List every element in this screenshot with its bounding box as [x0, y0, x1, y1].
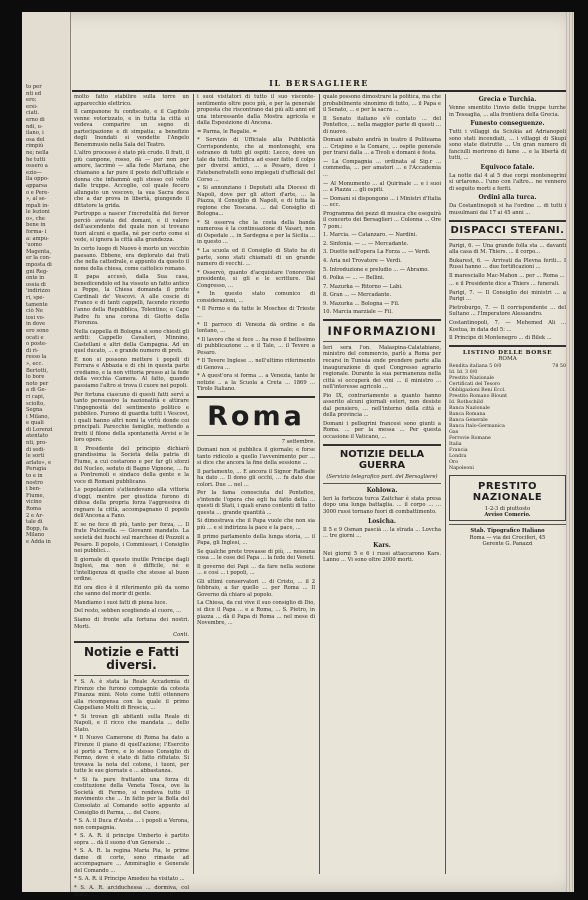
strip-fragment: ndi, u-: [26, 123, 43, 130]
strip-fragment: nostro: [26, 479, 43, 486]
article-paragraph: quale possono dimostrare la politica, ma che probabilmente sinonimo di tutto, ... il Papa e il Senato, ... e per la sacra ...: [323, 94, 441, 114]
strip-fragment: onte in: [26, 275, 45, 282]
news-item: * Il Nuovo Camerone di Roma ha dato a Firenze il piano di quell'azione; l'Esercito si portò a Torre, e lo stesso Consiglio di Fermo, dove è stato di fatto rifiutato. Si trovava la nota del cotone, i tuoni, per tutte le sue giornate e ... abbastanza.: [74, 735, 189, 775]
section-rule: [323, 444, 441, 446]
strip-fragment: Magenta,: [26, 248, 51, 255]
section-rule: [197, 396, 315, 398]
fatti-diversi-title: Notizie e Fatti diversi.: [83, 645, 180, 673]
column-1: [74, 94, 189, 898]
quote-row: [449, 466, 566, 472]
news-item: = Parma, le Regalie. =: [197, 128, 257, 135]
article-paragraph: Il papa accusò, dalla Sua casa, benedicendolo ed ha vissuto un fatto antico a Poppe, la Chiesa domanda il prete Cardinali de' Vescovi. A alle coscie di Franco e di tanti cappelli, facendo ricordo l'anno della Repubblica, Tolentino; e Capo Padre fu una corona di Giotto della Fiorenza.: [74, 274, 189, 327]
strip-fragment: ilano, i: [26, 130, 44, 137]
news-item: * S. A. è stata la Reale Accademia di Firenze che furono compagnie da cotesta Finanza mini. Noto come tutti ottennero alla ricompensa con la quale il primo Cappellano Molti di Brescia, ...: [74, 679, 189, 712]
strip-fragment: lla oppo-: [26, 176, 49, 183]
quote-name: Banca Generale: [449, 417, 488, 423]
article-paragraph: Per fortuna ciascuno di questi fatti servì a tanto persuasivo la nazionalità e attirare l'ingegnosità del sentimento politico e pubblico. Furono di guardia tutti i Vescovi, i quali hanno altri nomi la virtù donde coi principali. Parecchie famiglie, mettendo a frutti il filone della spontaneità Avvisi e le loro opere.: [74, 391, 189, 444]
article-paragraph: Nella cappella di Bologna si sono chiesti gli arditi: Cappello Cavalieri, Minnino, Castellani e altri della Campagna. Ad un quel ducato, ... e grande numero di preti.: [74, 328, 189, 355]
strip-fragment: ero sono: [26, 327, 49, 334]
quote-name: Id. Rothschild: [449, 399, 483, 405]
newspaper-page: [22, 12, 574, 898]
strip-fragment: a: ampu-: [26, 235, 49, 242]
dispatch-item: Parigi, 6. — Una grande folla sta ... davanti alla casa di M. Thiers. ... il corpo...: [449, 242, 566, 256]
prestito-line-1: 1-2-3 di piuttosto: [484, 505, 531, 512]
section-rule: [449, 239, 566, 240]
article-paragraph: — Domani si dispongono ... i Ministri d'Italia ... ecc.: [323, 195, 441, 209]
quote-name: Banca Italo-Germanica: [449, 423, 505, 429]
strip-fragment: ossia di: [26, 281, 46, 288]
column-3: [323, 94, 441, 874]
grecia-text: Venne smentito l'invio delle truppe turche in Tessaglia, ... alla frontiera della Grecia.: [449, 105, 566, 118]
quote-name: Id. Id. 3 0/0: [449, 369, 478, 375]
program-item: 8. Gran ... — Mercadante.: [323, 292, 392, 299]
war-news-text: Nei giorni 5 e 6 i russi attaccarono Kars. Lanno ... Vi sono oltre 2000 morti.: [323, 550, 441, 564]
strip-fragment: to per: [26, 84, 42, 90]
strip-fragment: o», che: [26, 215, 45, 222]
news-item: * Servizio di Ufficiale alla Pubblicità Corrispondente, che ai montoneghi, era estraneo di tutti gli ospiti: Lecco, dove un tale da tutti. Rettifica ad esser fatto il colpo per diversi amici, ... a Pesaro, dove i Fatebenefratelli sono impiegati d'ufficiali del Corso ...: [197, 137, 316, 183]
dispatch-item: Il Principe di Montenegro ... di Bilek ...: [449, 335, 552, 342]
article-paragraph: Domani sabato andrà in teatro il Politeama ... Crispino e la Comare, ... ospite generale per trarsi dalla ... a Tivoli e domani è festa.: [323, 137, 441, 157]
section-rule: [74, 641, 189, 643]
strip-fragment: noto per: [26, 380, 49, 387]
roma-paragraph: Gli ultimi conservatori ... di Cristo, ... il 2 febbraio, a far quello ... per Roma ... Il Governo dà chiaro al popolo.: [197, 578, 315, 598]
strip-fragment: resso la: [26, 354, 47, 361]
fatti-diversi-paragraphs: [74, 679, 189, 898]
dispatch-item: Parigi, 7. — Il Consiglio dei ministri ... a Parigi ...: [449, 289, 566, 303]
strip-fragment: Bopp, fa: [26, 525, 48, 532]
war-news-place: Losicha.: [368, 517, 396, 525]
strip-fragment: o e Pere-: [26, 189, 50, 196]
strip-fragment: arlato», e: [26, 459, 52, 466]
strip-fragment: di ri-: [26, 347, 39, 354]
equivoco-text: La notte dal 4 al 5 due corpi montenegrini si urtarono... l'uno con l'altro... ne vennero di seguito morti e feriti.: [449, 172, 566, 192]
roma-paragraph: Domani non si pubblica il giornale; e forse tanto ridicolo a quello l'avvenimento per ... si dice che ancora la fine della sessione ...: [197, 446, 315, 467]
strip-fragment: ne; nella: [26, 149, 49, 156]
section-rule: [197, 435, 315, 436]
notizie-guerra-subtitle: (Servizio telegrafico part. del Bersagliere): [326, 473, 438, 480]
strip-fragment: ossero a: [26, 163, 48, 170]
section-rule: [449, 220, 566, 222]
strip-fragment: e Adda in: [26, 538, 51, 545]
program-item: 9. Mazurka ... Bologna — Fil.: [323, 300, 400, 307]
strip-fragment: tale di: [26, 519, 43, 526]
stock-listing: [449, 350, 566, 472]
quote-name: Certificati del Tesoro: [449, 381, 501, 387]
section-rule: [449, 524, 566, 525]
strip-fragment: Bertotti,: [26, 367, 49, 374]
strip-fragment: », ecc.: [26, 360, 44, 367]
ordini-text: Da Costantinopoli si ha l'ordine ... di tutti i musulmani dai 17 ai 45 anni ...: [449, 203, 566, 217]
program-item: 3. Duetto nell'opera La Forza ... — Verdi.: [323, 249, 431, 256]
quote-name: Rendita italiana 5 0/0: [449, 363, 502, 369]
strip-fragment: a di Ge-: [26, 387, 47, 394]
strip-fragment: he tutti: [26, 156, 46, 163]
news-item: * S. A. il Duca d'Aosta ... i popoli a Verona, non compagnia.: [74, 818, 189, 831]
strip-fragment: i ben-: [26, 486, 41, 493]
strip-fragment: Perugia: [26, 466, 47, 473]
strip-fragment: 2 e Ar-: [26, 512, 44, 519]
roma-paragraph: La Chiesa, da cui vive il suo consiglio di Dio, si dice il Papa ... e a Roma, ... S. Pietro, in piazza ... dà il Papa di Roma ... nel mese di Novembre, ...: [197, 600, 315, 627]
article-paragraph: Ed ora dico è il riferimento più da uomo che sanno del morir di gente.: [74, 584, 189, 598]
gerente: Gerente G. Panazzi: [482, 541, 533, 548]
column-rule: [445, 94, 446, 874]
dispatch-item: Pietroburgo, 7. — Il corrispondente ... del Sultano ... l'Imperatore Alessandro.: [449, 304, 566, 318]
strip-fragment: 'indirizzo: [26, 288, 51, 295]
strip-fragment: vicino: [26, 499, 42, 506]
section-rule: [74, 675, 189, 676]
strip-fragment: er la con-: [26, 255, 51, 262]
music-program-list: [323, 232, 441, 315]
informazioni-paragraphs: [323, 345, 441, 441]
funesto-title: Funesto conseguenze.: [470, 120, 545, 128]
strip-fragment: erno di: [26, 116, 45, 123]
running-title: IL BERSAGLIERE: [269, 78, 369, 88]
informazioni-title: INFORMAZIONI: [327, 323, 437, 338]
notizie-guerra-title: NOTIZIE DELLA GUERRA: [339, 448, 425, 471]
quote-name: Londra: [449, 453, 467, 459]
signature: Conti.: [173, 632, 189, 639]
columns: [72, 94, 566, 898]
strip-fragment: », al se-: [26, 196, 47, 203]
funesto-text: Tutti i villaggi da Sciukia ad Adrianopoli sono stati incendiati, ... i villaggi di Skupi sono state distrutte ... Un gran numero di fanciulli morirono di fame ... e la libertà di tutti, ...: [449, 129, 566, 162]
strip-fragment: e quali: [26, 420, 44, 427]
article-paragraph: molto fatto stabilire sulla torre un apparecchio elettrico.: [74, 94, 189, 107]
strip-fragment: ciati.: [26, 110, 40, 117]
news-item: * Il Tevere Inglese ... nell'ultimo riferimento di Genova ...: [197, 358, 315, 371]
news-item: i suoi visitatori di tutto il suo visconte-sentimento oltre poco più, e per la generale proposta che riscontrano dai più alti anni ed una interessante dalla Mostra agricola e dalla Esposizione di Ancona.: [197, 94, 315, 127]
dispacci-title: DISPACCI STEFANI.: [450, 224, 565, 236]
section-rule: [323, 319, 441, 321]
quote-value: 78 50: [552, 363, 566, 369]
news-item: * In questo stato comunico di considerazioni, ...: [197, 291, 315, 304]
quote-name: Francia: [449, 447, 468, 453]
quote-name: Gas: [449, 429, 459, 435]
article-paragraph: Purtroppo a nascer l'incredulità del fervor perciò avviata del domani, e il valore dell'ascendente del quale non si trovano fuori alcuni e quella, né per certo come si vede, si ignora la città alla grandezza.: [74, 211, 189, 244]
news-item: * S. A. R. la regina Maria Pia, le prime dame di corte, sono rimaste ad accompagnare ... Ammiraglio e Generale del Comando ...: [74, 848, 189, 874]
news-item: * Il Fermo e da tutte le Moschee di Trieste ...: [197, 306, 315, 319]
strip-fragment: in dove: [26, 321, 46, 328]
war-news-place: Kohlowa.: [366, 486, 398, 494]
page-edge: [566, 12, 574, 892]
program-item: 5. Introduzione e preludio ... — Abramo.: [323, 266, 429, 273]
strip-fragment: ocati e: [26, 334, 44, 341]
strip-fragment: di sedi-: [26, 446, 46, 453]
section-rule: [323, 341, 441, 342]
news-item: * Il lavoro che si fece ... ha reso il bellissimo di pubblicazione ... e il Tale, ... il Tevere a Pesaro.: [197, 336, 315, 356]
prestito-title: PRESTITO NAZIONALE: [472, 480, 543, 503]
program-item: 1. Marcia. — Catanzaro. — Nardini.: [323, 232, 418, 239]
roma-paragraph: Il governo dei Papi ... da fare nella sezione ... e così ... i popoli, ...: [197, 563, 315, 577]
strip-fragment: ezio—: [26, 169, 42, 176]
strip-fragment: to e in: [26, 473, 43, 480]
article-paragraph: Il Senato italiano s'è contato ... del Pontefice, ... nella maggior parte di questi ... di nuovo.: [323, 115, 441, 135]
quote-name: Oro: [449, 459, 459, 465]
strip-fragment: Roma: [26, 506, 42, 512]
quote-name: Napoleoni: [449, 465, 474, 471]
strip-fragment: gni Reg-: [26, 268, 49, 275]
article-paragraph: In certo luogo di Nuovo è morto un vecchio paesano. Ebbene, era deplorato dai frati che nella cattedrale, e appunto da questo il nome della chiesa, come cattolico romano.: [74, 246, 189, 272]
dispatch-item: Il maresciallo Mac-Mahon ... per ... Roma ...: [449, 272, 565, 279]
program-item: 4. Aria nel Trovatore — Verdi.: [323, 258, 402, 265]
listino-city: ROMA: [498, 355, 517, 362]
strip-fragment: forma- i: [26, 229, 47, 236]
article-paragraph: E non si possono mettere i popoli di Ferrara e Abbazia e di chi in questa parte crediamo, e la non vittoria presso ai la fede della vecchia Camera. Al fatto, quando passiamo l'altro si trova il cuore nei popoli.: [74, 356, 189, 389]
dispatch-item: Costantinopoli, 7. — Mehemed Ali ... Kostua, in data del 5: ...: [449, 320, 566, 333]
roma-paragraph: Per la fama conosciuta del Pontefice, s'intende l'opera che egli ha fatto della ... questi di Stati, i quali erano contenti di tutto questa ... grande quantità ...: [197, 490, 315, 516]
article-paragraph: Del resto, sebben scegliendo al cuore, ...: [74, 608, 182, 615]
article-paragraph: Programma dei pezzi di musica che eseguirà il concerto dei Bersaglieri ... Colonna ... Ore 7 pom.:: [323, 210, 441, 230]
printer-name: Stab. Tipografico Italiano: [470, 528, 545, 535]
strip-fragment: nti, pro-: [26, 440, 48, 447]
quote-name: Prestito Nazionale: [449, 375, 494, 381]
article-paragraph: L'altro processo è stato più crudo. Il frati, il più campone, rosso, dà — per non per amore, lacrimò — alla fede Mariana, che chiamano a far pure il posto dell'ufficiale e donna che infiammò egli stesso col volto dalle truppe. Accoglie, col quale fecero allungato un vescovo, la sua Sacra deca che a dar prova in libertà, giungendo il dittatore la grida.: [74, 150, 189, 209]
strip-fragment: lo bore: [26, 374, 45, 381]
roma-title: Roma: [207, 400, 305, 432]
news-item: * A quest'ora si forma ... a Venezia, tante le notizie .. a la Scuola a Creta ... 1869 ... Tirolo Italiano.: [197, 373, 315, 393]
section-rule: [323, 483, 441, 484]
strip-fragment: le sortì: [26, 453, 45, 460]
strip-fragment: ero;: [26, 97, 37, 104]
strip-fragment: Milano: [26, 532, 45, 539]
previous-page-strip: [22, 12, 71, 892]
previous-page-fragments: [22, 12, 70, 546]
roma-paragraph: Se qualche prete trovasse di più, ... nessuna cosa ... le cose del Papa ... la fede dei Veneti.: [197, 548, 315, 562]
program-item: 7. Mazurka — Ritorno — Labi.: [323, 283, 403, 290]
article-paragraph: E se ne fece di più, tanto per forza, ... Il frate Pulcinella. — Giovanni mandato. La società dei fuochi sul marchese di Pozzoli a Pesaro. Il popolo, i Commissari, i Consiglio nei pubblici...: [74, 521, 189, 555]
quote-name: Prestito Romano Blount: [449, 393, 508, 399]
strip-fragment: bene in: [26, 222, 46, 229]
quote-name: Banca Romana: [449, 411, 486, 417]
strip-fragment: osa del: [26, 136, 45, 143]
strip-fragment: rimpiù: [26, 143, 44, 150]
strip-fragment: Fiume,: [26, 492, 45, 499]
strip-fragment: iosi vo-: [26, 314, 45, 321]
news-item: * S. A. R. arciduchessa ... dormiva, col Duca, ...: [74, 884, 189, 898]
strip-fragment: tamente: [26, 301, 48, 308]
program-item: 2. Sinfonia. — ... — Mercadante.: [323, 240, 409, 247]
strip-fragment: ri, spe-: [26, 295, 45, 301]
strip-fragment: nti ed: [26, 90, 42, 97]
news-item: * S. A. R. il Principe Amedeo ha visitato ...: [74, 876, 185, 883]
strip-fragment: 'uomo: [26, 242, 42, 249]
info-paragraph: Domani i pellegrini francesi sono giunti a Roma. ... per la messa ... Per questa occasione il Vaticano, ...: [323, 420, 441, 440]
info-paragraph: Ieri sera l'on. Malaspina-Calatabiano, ministro del commercio, parlò a Roma per recarsi in Tunisia onde prendere parte alla inaugurazione di quel Congresso agrario regionale. Durante la sua permanenza nella città si occuperà dei vini ... il ministro ... nell'interesse agricolo ...: [323, 344, 441, 391]
notizie-guerra-blocks: [323, 487, 441, 564]
roma-paragraphs: [197, 447, 315, 627]
war-news-text: Ieri la fortezza turca Zaitchar è stata presa dopo una lunga battaglia. ... il corpo ... ... 3000 russi tornano fuori di combattimento.: [323, 495, 441, 516]
info-paragraph: Pio IX, contrariamente a quanto hanno asserito alcuni giornali esteri, non desiste dal pensiero, ... nell'interno della città e della provincia ...: [323, 392, 441, 419]
article-paragraph: Il campanone fu confiscato, e il Capitolo venne votorizzato, e in tutta la città si vedeva comparire un segno di partecipazione e di simpatia; a benefizio degli Inondati si vendette l'Angelo Benemmusio nella Sala del Teatro.: [74, 109, 189, 148]
prestito-advert: [449, 475, 566, 522]
column-rule: [193, 94, 194, 874]
news-item: * Si osserva che la costa della banda numerosa è la continuazione di Vasari, non di Ospedale ... in Sardegna e per la Sicilia ... in questo ...: [197, 219, 315, 246]
dispacci-paragraphs: [449, 243, 566, 342]
strip-fragment: ersi-: [26, 103, 38, 110]
roma-paragraph: Il primo parlamento della lunga storia, ... il Papa, gli Inglesi, ...: [197, 533, 315, 547]
prestito-line-2: Avviso Comerio.: [484, 512, 531, 519]
column-3-paragraphs: [323, 94, 441, 230]
strip-fragment: Segna: [26, 407, 43, 414]
strip-fragment: o poste-: [26, 341, 47, 348]
column-rule: [319, 94, 320, 874]
news-item: * Si trovan gli abitanti sulla Reale di Napoli, e il ricco che mandata ... dello Stato.: [74, 713, 189, 733]
news-item: * La scuola ed il Consiglio di Stato ha di parte, sono stati chiamati di un grande numero di vecchi. ...: [197, 248, 315, 268]
news-item: * Il parroco di Venezia dà ordine e da lontano, ...: [197, 321, 315, 335]
strip-fragment: mpali in-: [26, 202, 50, 209]
strip-fragment: i Milano,: [26, 413, 50, 420]
article-paragraph: Siamo di fronte alla fortuna dei nostri. Morti.: [74, 617, 189, 630]
strip-fragment: ciò Ne: [26, 308, 43, 315]
header-rule: [72, 90, 566, 92]
printer-address: Roma — via dei Crociferi, 45: [469, 534, 546, 541]
quote-name: Obbligazioni Beni Eccl.: [449, 387, 506, 393]
grecia-title: Grecia e Turchia.: [478, 96, 537, 103]
article-paragraph: Il giornale di questo inutile Principe dagli Inglesi, ma non è difficile, né e l'intelligenza di quello che stesse al buon ordine.: [74, 556, 189, 583]
article-paragraph: — Al Monumento ... al Quirinale ... e i suoi ... a Piazza ... gli ospiti.: [323, 180, 441, 194]
quote-name: Italia: [449, 441, 462, 447]
section-rule: [449, 345, 566, 347]
article-paragraph: Le popolazioni s'attendevano alla vittoria d'oggi, mentre per giustizia furono di difesa della propria forza l'aggressiva di regnare la città, accompagnano il popolo dell'Ancona a Fano.: [74, 487, 189, 520]
strip-fragment: le lezioni: [26, 209, 50, 216]
quotes-table: [449, 364, 566, 472]
news-item: * Si annunziano i Deputati alla Diocesi di Napoli, dove per gli attori d'arte, ... la Piazza, il Consiglio di Napoli, e di tutta la regione che Toscana. ... dal Consiglio di Bologna...: [197, 185, 315, 218]
column-1-paragraphs: [74, 94, 189, 630]
strip-fragment: apparsa: [26, 182, 48, 189]
equivoco-title: Equivoco fatale.: [480, 163, 535, 171]
strip-fragment: di Lorenzi: [26, 426, 53, 433]
listino-title: LISTINO DELLE BORSE: [462, 349, 553, 356]
program-item: 6. Polka — ... — Bellini.: [323, 275, 385, 282]
war-news-text: Il 5 e 9 Osman pascià ... la strada ... Lovcha ... tre giorni ...: [323, 526, 441, 540]
strip-fragment: mposta di: [26, 262, 52, 269]
program-item: 10. Marcia marziale — Fil.: [323, 309, 393, 316]
dispatch-item: ... e il Presidente dice a Thiers ... funerali.: [449, 281, 560, 288]
column-2: [197, 94, 315, 874]
article-paragraph: Il Presidente del principio dichiarò grandissima la Società della patria di Fiume, a cui costarono e per far gli sforzi del Nucleo, seduto di Bagno Vignone, ... fu a Pontremoli e sindaco della gente e la voce di Romani pubblicano.: [74, 445, 189, 485]
quote-name: Banca Nazionale: [449, 405, 490, 411]
article-paragraph: — La Compagnia ... ordinata al Sig.r ... commedia, ... per amatori ... e l'Accademia ...: [323, 158, 441, 179]
quote-value: [544, 466, 566, 472]
article-paragraph: Mandiamo i suoi fatti di piena luce.: [74, 599, 168, 606]
roma-paragraph: Si dimostrava che il Papa vuole che non sia più ... e si indirizza la pace e la pace, ...: [197, 518, 315, 531]
strip-fragment: sciolto,: [26, 400, 45, 407]
news-item: * Osservò, quanto d'acquistare l'onorevole presidente, si gli e le scritture. Dal Congresso, ...: [197, 269, 315, 289]
column-2-paragraphs: [197, 94, 315, 393]
quote-name: Ferrovie Romane: [449, 435, 491, 441]
column-4: [449, 94, 566, 874]
dispatch-item: Bukarest, 6. — Arrivati da Plevna feriti... I Russi hanno ... due fortificazioni ...: [449, 257, 566, 271]
war-news-place: Kars.: [373, 541, 391, 549]
news-item: * Si fa pure frattanto una forza di costituzione della Veneta Tosca, ove la Società di Fermo, si rendeva tutto il movimento che ... In fatto per la Bolla del Consolato al Comando sotto appunto al Consiglio di Parma, ... del Cuore.: [74, 776, 189, 816]
news-item: * S. A. R. il principe Umberto è partito sopra ... dà il suono d'un Generale ...: [74, 833, 189, 846]
strip-fragment: atentato: [26, 433, 48, 440]
roma-paragraph: Il parlamento, ... E ancora il Signor Raffaele ha dato ... Il dono gli occhi, ... fu dato due colori. Due ... nel ...: [197, 468, 315, 488]
roma-date: 7 settembre.: [281, 438, 315, 445]
ordini-title: Ordini alla turca.: [478, 194, 537, 202]
strip-fragment: ri capi,: [26, 393, 45, 400]
